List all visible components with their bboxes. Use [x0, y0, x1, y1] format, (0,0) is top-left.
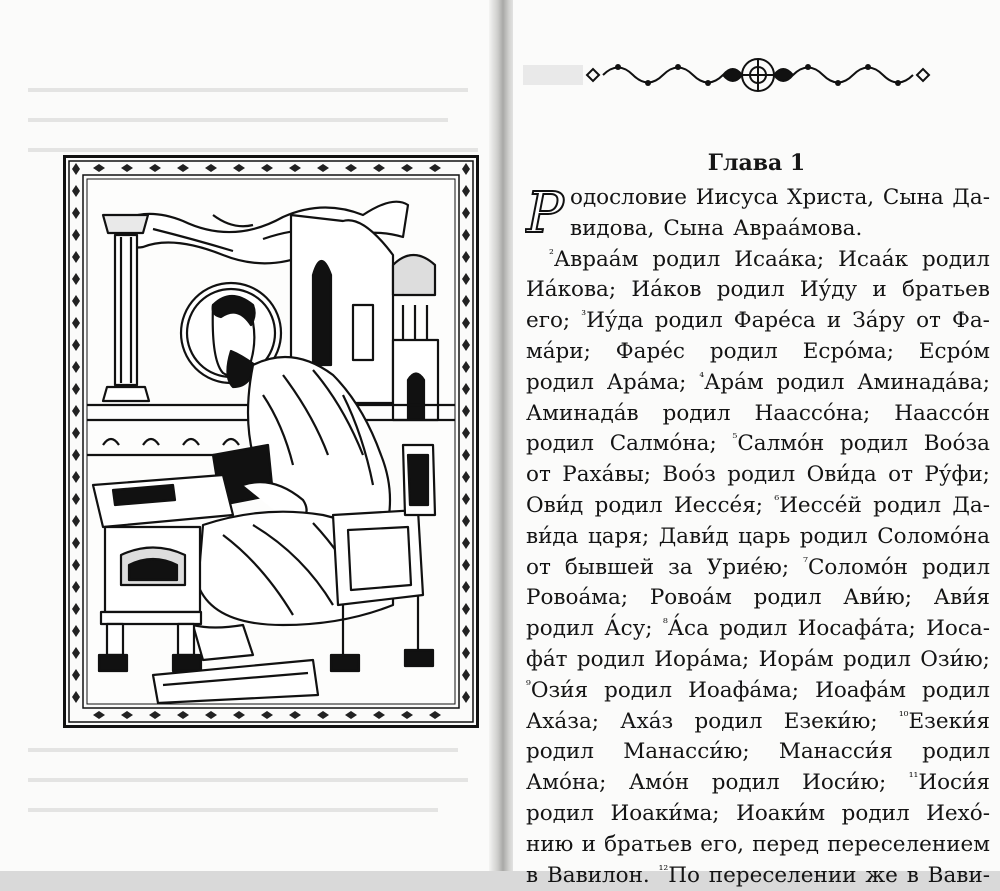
word: Амо́на;	[526, 770, 607, 796]
text-line	[526, 399, 990, 430]
evangelist-illustration	[63, 155, 479, 728]
text-line	[526, 337, 990, 368]
text-line	[526, 768, 990, 799]
word: Аха́з	[620, 708, 674, 734]
word: родил	[842, 646, 911, 672]
text-line	[526, 306, 990, 337]
word: Да-	[952, 185, 990, 210]
word: Христа,	[787, 185, 875, 210]
word: родил	[576, 646, 645, 672]
word: его,	[700, 831, 745, 857]
word: Ови́д	[526, 492, 584, 518]
word: от	[526, 462, 551, 488]
text-line	[526, 645, 990, 676]
word: родил	[873, 492, 942, 518]
word: Иа́кова;	[526, 277, 617, 303]
word: родил	[711, 770, 780, 796]
word: и	[826, 308, 842, 334]
word: $^{^4}$Ара́м	[699, 369, 764, 395]
word: бывшей	[564, 554, 655, 580]
word: Иосафа́та;	[797, 616, 916, 642]
word: Салмо́на;	[609, 431, 717, 457]
word: родил	[526, 800, 594, 826]
floral-ornament-icon	[523, 55, 993, 95]
text-line	[526, 214, 990, 245]
word: в	[526, 862, 539, 888]
text-line	[526, 491, 990, 522]
word: и	[581, 831, 596, 857]
text-line	[526, 614, 990, 645]
word: видова,	[570, 215, 655, 241]
word: от	[526, 554, 551, 580]
word: Иоаки́ма;	[610, 800, 720, 826]
word: Есро́ма;	[802, 338, 894, 364]
text-line	[526, 830, 990, 861]
drop-cap-letter: Р	[526, 184, 564, 240]
word: ви́да	[526, 523, 579, 549]
word: Исаа́к	[838, 246, 909, 272]
word: братьев	[604, 831, 693, 857]
word: Иоси́ю;	[802, 770, 887, 796]
word: царь	[738, 523, 791, 549]
text-line	[526, 861, 990, 891]
word: родил	[526, 739, 594, 765]
word: $^{^{12}}$По	[658, 862, 700, 888]
word: Ру́фи;	[924, 462, 990, 488]
text-line	[526, 275, 990, 306]
word: родил	[526, 369, 594, 395]
word: Воо́за	[923, 431, 990, 457]
word: родил	[716, 277, 785, 303]
word: родил	[709, 338, 778, 364]
word: родил	[694, 708, 763, 734]
word: Езеки́ю;	[783, 708, 878, 734]
text-line	[526, 245, 990, 276]
word: Авраа́мова.	[733, 215, 863, 241]
text-line	[526, 583, 990, 614]
word: За́ру	[852, 308, 905, 334]
word: за	[668, 554, 693, 580]
text-line	[526, 368, 990, 399]
word: Иоса-	[926, 616, 990, 642]
word: перед	[752, 831, 819, 857]
text-line	[526, 799, 990, 830]
word: А́су;	[604, 616, 653, 642]
word: родил	[922, 554, 990, 580]
word: Аминада́в	[526, 400, 639, 426]
word: Ави́ю;	[843, 585, 912, 611]
word: Манасси́ю;	[623, 739, 750, 765]
text-line	[526, 707, 990, 738]
word: от	[916, 308, 941, 334]
word: Раха́вы;	[562, 462, 651, 488]
word: $^{^8}$А́са	[662, 616, 709, 642]
word: Иу́ду	[799, 277, 858, 303]
word: родил	[799, 523, 868, 549]
word: от	[888, 462, 913, 488]
word: Наассо́н	[894, 400, 990, 426]
word: Ови́да	[806, 462, 877, 488]
word: ма́ри;	[526, 338, 591, 364]
word: же	[865, 862, 898, 888]
word: и	[872, 277, 887, 303]
word: родил	[526, 616, 594, 642]
word: Иора́м	[758, 646, 834, 672]
word: его;	[526, 308, 571, 334]
text-line	[526, 460, 990, 491]
text-line	[526, 553, 990, 584]
word: Иоафа́м	[815, 677, 906, 703]
word: Вави-	[927, 862, 990, 888]
word: Иа́ков	[631, 277, 702, 303]
word: Фаре́с	[615, 338, 685, 364]
word: в	[906, 862, 919, 888]
text-line	[526, 183, 990, 214]
word: Соломо́на	[877, 523, 990, 549]
word: Иехо́-	[926, 800, 990, 826]
verse-text	[526, 183, 990, 891]
word: фа́т	[526, 646, 568, 672]
word: $^{^{11}}$Иоси́я	[908, 770, 990, 796]
word: Иессе́я;	[673, 492, 764, 518]
word: родил	[654, 308, 723, 334]
word: Исаа́ка;	[734, 246, 825, 272]
word: нию	[526, 831, 574, 857]
left-page	[0, 0, 497, 871]
word: родил	[922, 739, 990, 765]
word: Ози́ю;	[920, 646, 990, 672]
word: $^{^5}$Салмо́н	[732, 431, 825, 457]
word: Аха́за;	[526, 708, 600, 734]
word: Да-	[952, 492, 990, 518]
word: переселением	[827, 831, 990, 857]
word: родил	[776, 369, 845, 395]
word: Аминада́ва;	[857, 369, 990, 395]
word: родил	[719, 616, 788, 642]
word: родил	[727, 462, 796, 488]
word: одословие	[570, 185, 687, 210]
word: $^{^{10}}$Езеки́я	[898, 708, 990, 734]
word: родил	[840, 431, 908, 457]
word: Ровоа́м	[649, 585, 732, 611]
word: Фаре́са	[733, 308, 816, 334]
word: Сына	[663, 215, 725, 241]
text-line	[526, 676, 990, 707]
chapter-title: Глава 1	[707, 150, 806, 176]
header-ornament	[523, 55, 993, 95]
word: Амо́н	[628, 770, 690, 796]
word: Сына	[882, 185, 944, 210]
word: $^{^9}$Ози́я	[526, 677, 589, 703]
word: Иоаки́м	[736, 800, 826, 826]
text-line	[526, 737, 990, 768]
word: переселении	[708, 862, 857, 888]
right-page	[513, 0, 1000, 888]
word: Ровоа́ма;	[526, 585, 629, 611]
word: Есро́м	[918, 338, 990, 364]
word: Фа-	[952, 308, 990, 334]
evangelist-icon	[63, 155, 479, 728]
word: Иисуса	[695, 185, 779, 210]
word: Воо́з	[662, 462, 716, 488]
word: родил	[753, 585, 822, 611]
word: Наассо́на;	[754, 400, 871, 426]
word: Ара́ма;	[606, 369, 687, 395]
word: Ави́я	[933, 585, 990, 611]
word: $^{^6}$Иессе́й	[774, 492, 862, 518]
word: родил	[594, 492, 663, 518]
word: родил	[662, 400, 731, 426]
word: родил	[526, 431, 594, 457]
word: $^{^2}$Авраа́м	[549, 246, 639, 272]
word: $^{^3}$Иу́да	[581, 308, 644, 334]
word: $^{^7}$Соломо́н	[803, 554, 908, 580]
word: родил	[841, 800, 910, 826]
word: Иора́ма;	[654, 646, 750, 672]
word: Манасси́я	[778, 739, 893, 765]
word: родил	[922, 677, 990, 703]
word: братьев	[902, 277, 990, 303]
word: Вавилон.	[546, 862, 650, 888]
word: родил	[652, 246, 721, 272]
text-line	[526, 429, 990, 460]
word: Урие́ю;	[706, 554, 790, 580]
word: царя;	[587, 523, 650, 549]
word: родил	[604, 677, 673, 703]
word: родил	[922, 246, 990, 272]
word: Дави́д	[658, 523, 729, 549]
text-line	[526, 522, 990, 553]
word: Иоафа́ма;	[688, 677, 800, 703]
